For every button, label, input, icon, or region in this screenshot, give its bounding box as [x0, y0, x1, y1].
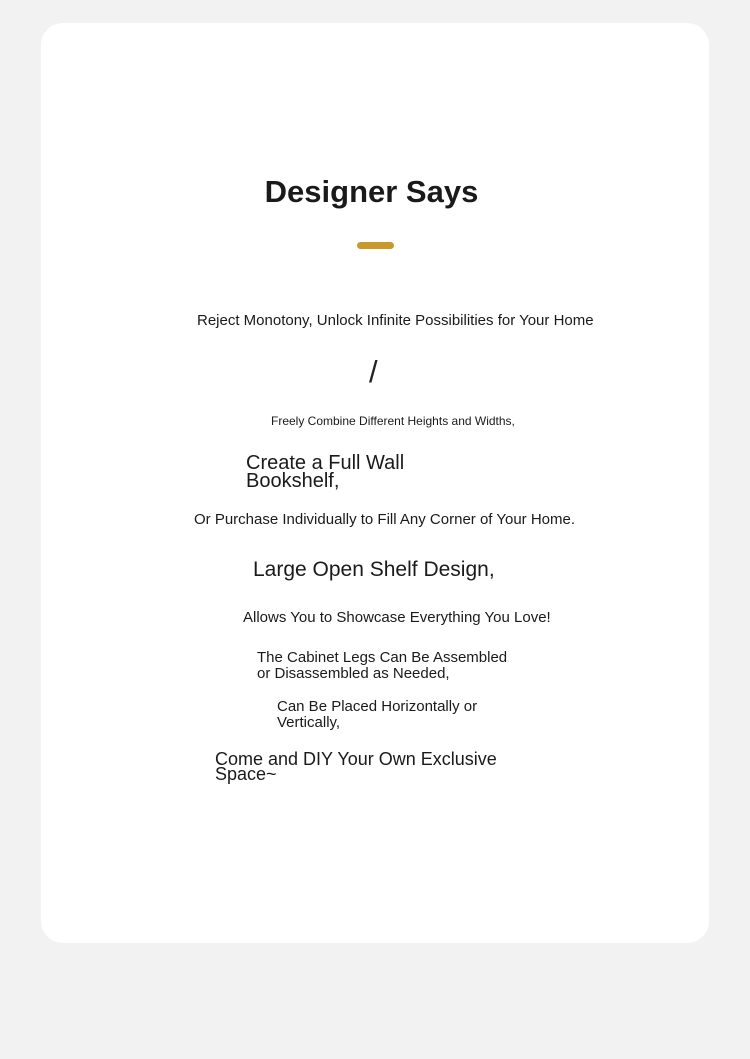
title-accent-bar: [357, 242, 394, 249]
intro-text: Reject Monotony, Unlock Infinite Possibilities for Your Home: [197, 312, 594, 329]
separator-slash: /: [369, 354, 378, 389]
open-shelf-text: Large Open Shelf Design,: [253, 558, 495, 581]
legs-text: The Cabinet Legs Can Be Assembled or Disassembled as Needed,: [257, 649, 508, 682]
placement-text: Can Be Placed Horizontally or Vertically,: [277, 698, 478, 731]
showcase-text: Allows You to Showcase Everything You Love!: [243, 609, 551, 626]
bookshelf-text: Create a Full Wall Bookshelf,: [246, 452, 405, 492]
purchase-text: Or Purchase Individually to Fill Any Corner of Your Home.: [194, 511, 576, 528]
page-title: Designer Says: [264, 174, 479, 209]
combine-text: Freely Combine Different Heights and Widths,: [271, 414, 515, 428]
diy-text: Come and DIY Your Own Exclusive Space~: [215, 749, 497, 784]
